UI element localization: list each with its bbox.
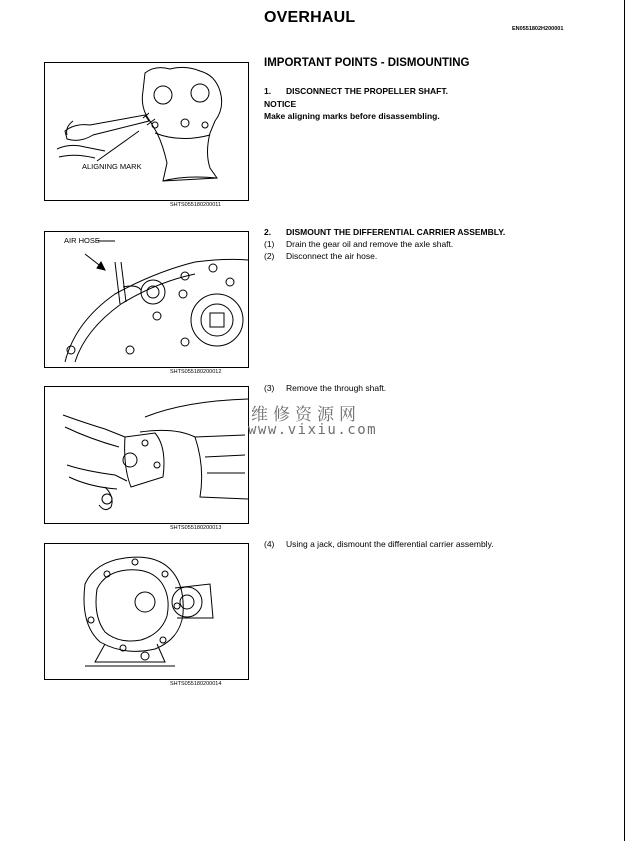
step-1 — [264, 86, 448, 96]
figure-label-aligning-mark: ALIGNING MARK — [82, 162, 142, 171]
substep-1-text: Drain the gear oil and remove the axle shaft. — [286, 239, 454, 249]
figure-4-caption: SHTS055180200014 — [170, 681, 222, 687]
document-code: EN0551802H200001 — [512, 26, 564, 32]
notice-text: Make aligning marks before disassembling. — [264, 111, 440, 121]
section-title: IMPORTANT POINTS - DISMOUNTING — [264, 57, 470, 69]
propeller-shaft-illustration — [45, 63, 248, 200]
substep-3-number: (3) — [264, 383, 275, 393]
substep-4 — [264, 539, 494, 549]
figure-differential-carrier — [44, 543, 249, 680]
substep-2-number: (2) — [264, 251, 275, 261]
figure-3-caption: SHTS055180200013 — [170, 525, 222, 531]
substep-1-number: (1) — [264, 239, 275, 249]
step-1-number: 1. — [264, 86, 272, 96]
page-right-border — [624, 0, 625, 841]
figure-1-caption: SHTS055180200011 — [170, 202, 221, 208]
substep-4-text: Using a jack, dismount the differential carrier assembly. — [286, 539, 494, 549]
step-2-text: DISMOUNT THE DIFFERENTIAL CARRIER ASSEMBLY. — [286, 227, 506, 237]
page-title: OVERHAUL — [264, 9, 356, 26]
air-hose-illustration — [45, 232, 248, 367]
substep-2-text: Disconnect the air hose. — [286, 251, 378, 261]
substep-2 — [264, 251, 377, 261]
differential-carrier-illustration — [45, 544, 248, 679]
notice-label: NOTICE — [264, 99, 297, 109]
figure-through-shaft — [44, 386, 249, 524]
step-2-number: 2. — [264, 227, 272, 237]
figure-propeller-shaft — [44, 62, 249, 201]
substep-3-text: Remove the through shaft. — [286, 383, 387, 393]
figure-air-hose — [44, 231, 249, 368]
substep-1 — [264, 239, 453, 249]
substep-3 — [264, 383, 386, 393]
step-2 — [264, 227, 505, 237]
watermark-url: www.vixiu.com — [248, 422, 378, 438]
watermark-chinese: 维修资源网 — [251, 405, 361, 425]
through-shaft-illustration — [45, 387, 248, 523]
figure-label-air-hose: AIR HOSE — [64, 236, 100, 245]
step-1-text: DISCONNECT THE PROPELLER SHAFT. — [286, 86, 448, 96]
figure-2-caption: SHTS055180200012 — [170, 369, 222, 375]
substep-4-number: (4) — [264, 539, 275, 549]
